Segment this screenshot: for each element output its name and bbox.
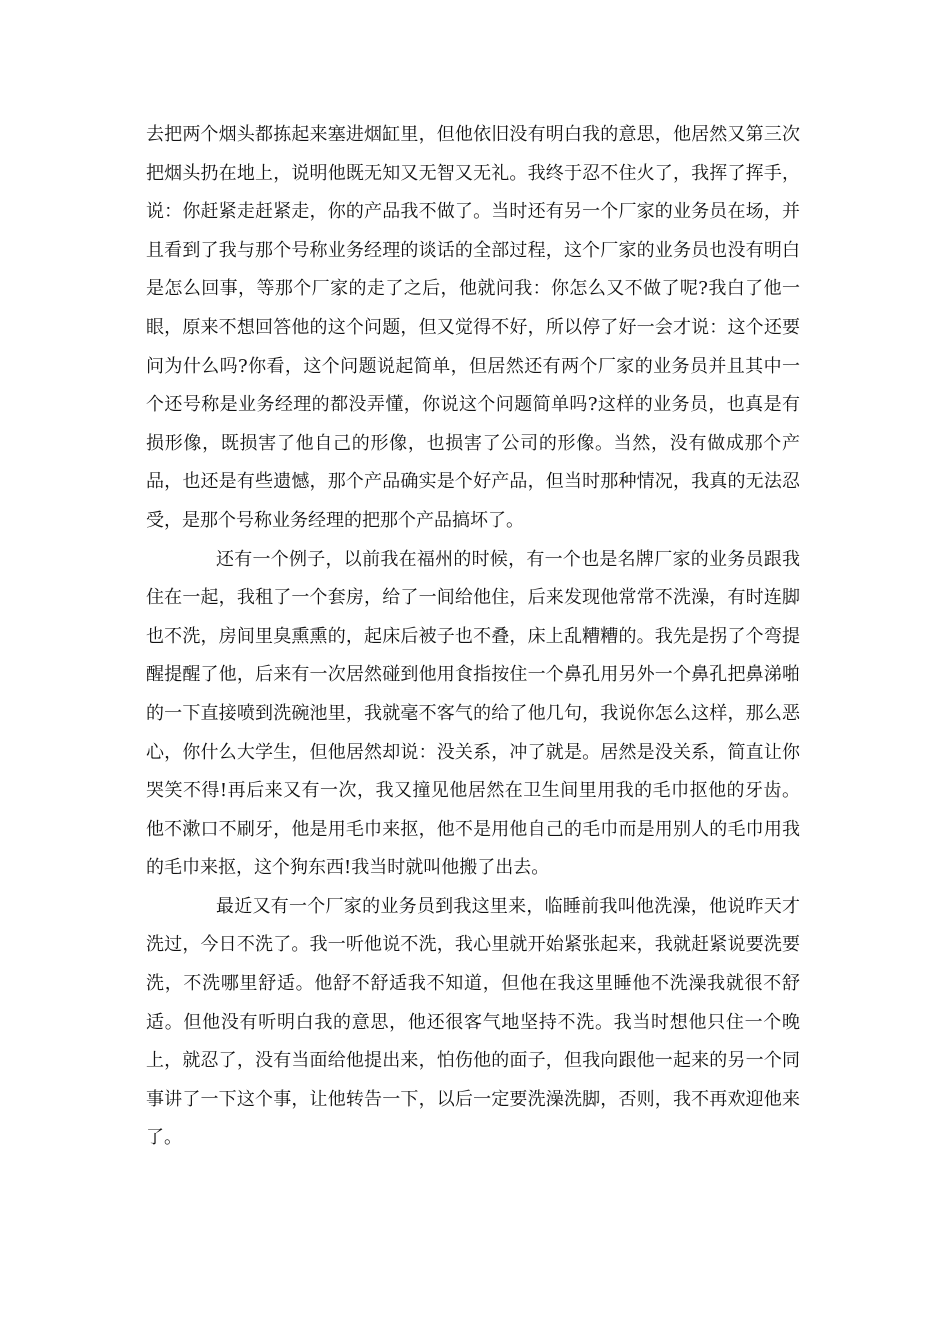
- paragraph-3: 最近又有一个厂家的业务员到我这里来，临睡前我叫他洗澡，他说昨天才洗过，今日不洗了。我一听他说不洗，我心里就开始紧张起来，我就赶紧说要洗要洗，不洗哪里舒适。他舒不舒适我不知道，但他在我这里睡他不洗澡我就很不舒适。但他没有听明白我的意思，他还很客气地坚持不洗。我当时想他只住一个晚上，就忍了，没有当面给他提出来，怕伤他的面子，但我向跟他一起来的另一个同事讲了一下这个事，让他转告一下，以后一定要洗澡洗脚，否则，我不再欢迎他来了。: [146, 895, 800, 1149]
- body-text: [146, 116, 800, 1158]
- paragraph-2: 还有一个例子，以前我在福州的时候，有一个也是名牌厂家的业务员跟我住在一起，我租了一个套房，给了一间给他住，后来发现他常常不洗澡，有时连脚也不洗，房间里臭熏熏的，起床后被子也不叠，床上乱糟糟的。我先是拐了个弯提醒提醒了他，后来有一次居然碰到他用食指按住一个鼻孔用另外一个鼻孔把鼻涕啪的一下直接喷到洗碗池里，我就毫不客气的给了他几句，我说你怎么这样，那么恶心，你什么大学生，但他居然却说：没关系，冲了就是。居然是没关系，简直让你哭笑不得!再后来又有一次，我又撞见他居然在卫生间里用我的毛巾抠他的牙齿。他不漱口不刷牙，他是用毛巾来抠，他不是用他自己的毛巾而是用别人的毛巾用我的毛巾来抠，这个狗东西!我当时就叫他搬了出去。: [146, 548, 800, 879]
- paragraph-1: 去把两个烟头都拣起来塞进烟缸里，但他依旧没有明白我的意思，他居然又第三次把烟头扔在地上，说明他既无知又无智又无礼。我终于忍不住火了，我挥了挥手，说：你赶紧走赶紧走，你的产品我不做了。当时还有另一个厂家的业务员在场，并且看到了我与那个号称业务经理的谈话的全部过程，这个厂家的业务员也没有明白是怎么回事，等那个厂家的走了之后，他就问我：你怎么又不做了呢?我白了他一眼，原来不想回答他的这个问题，但又觉得不好，所以停了好一会才说：这个还要问为什么吗?你看，这个问题说起简单，但居然还有两个厂家的业务员并且其中一个还号称是业务经理的都没弄懂，你说这个问题简单吗?这样的业务员，也真是有损形像，既损害了他自己的形像，也损害了公司的形像。当然，没有做成那个产品，也还是有些遗憾，那个产品确实是个好产品，但当时那种情况，我真的无法忍受，是那个号称业务经理的把那个产品搞坏了。: [146, 124, 800, 531]
